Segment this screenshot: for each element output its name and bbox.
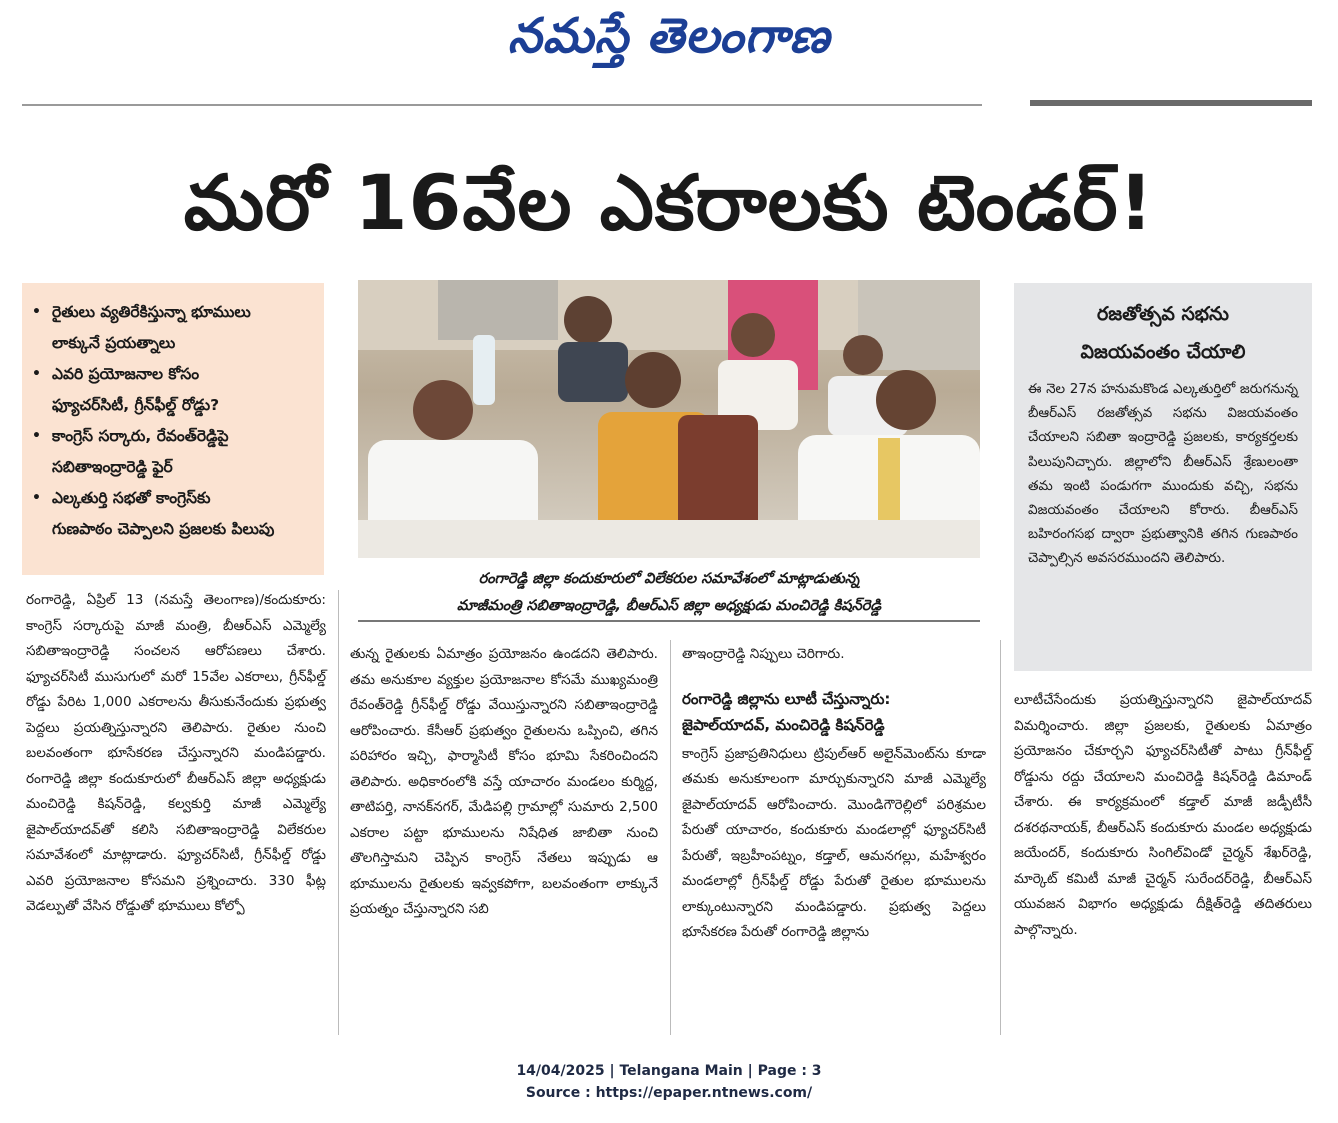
- highlight-text: ఎవరి ప్రయోజనాల కోసం ఫ్యూచర్‌సిటీ, గ్రీన్‌ఫీల్డ్ రోడ్డు?: [52, 365, 220, 414]
- bullet-icon: •: [32, 366, 41, 382]
- article-paragraph: లూటీచేసేందుకు ప్రయత్నిస్తున్నారని జైపాల్‌యాదవ్ విమర్శించారు. జిల్లా ప్రజలకు, రైతులకు ఏమాత్రం ప్రయోజనం చేకూర్చని ఫ్యూచర్‌సిటీతో పాటు గ్రీన్‌ఫీల్డ్ రోడ్డును రద్దు చేయాలని మంచిరెడ్డి కిషన్‌రెడ్డి డిమాండ్ చేశారు. ఈ కార్యక్రమంలో కడ్తాల్ మాజీ జడ్పీటీసీ దశరథనాయక్, బీఆర్‌ఎస్ కందుకూరు మండల అధ్యక్షుడు జయేందర్, కందుకూరు సింగిల్‌విండో చైర్మన్ శేఖర్‌రెడ్డి, మార్కెట్ కమిటీ మాజీ చైర్మన్ సురేందర్‌రెడ్డి, బీఆర్‌ఎస్ యువజన విభాగం అధ్యక్షుడు దీక్షిత్‌రెడ్డి తదితరులు పాల్గొన్నారు.: [1014, 692, 1312, 938]
- article-paragraph: తున్న రైతులకు ఏమాత్రం ప్రయోజనం ఉండదని తెలిపారు. తమ అనుకూల వ్యక్తుల ప్రయోజనాల కోసమే ముఖ్యమంత్రి రేవంత్‌రెడ్డి గ్రీన్‌ఫీల్డ్ రోడ్డు వేయిస్తున్నారని సబితాఇంద్రారెడ్డి ఆరోపించారు. కేసీఆర్ ప్రభుత్వం రైతులను ఒప్పించి, తగిన పరిహారం ఇచ్చి, ఫార్మాసిటీ కోసం భూమి సేకరించిందని తెలిపారు. అధికారంలోకి వస్తే యాచారం మండలం కుర్మిద్ద, తాటిపర్తి, నానక్‌నగర్, మేడిపల్లి గ్రామాల్లో సుమారు 2,500 ఎకరాల పట్టా భూములను నిషేధిత జాబితా నుంచి తొలగిస్తామని చెప్పిన కాంగ్రెస్ నేతలు ఇప్పుడు ఆ భూములను రైతులకు ఇవ్వకపోగా, బలవంతంగా లాక్కునే ప్రయత్నం చేస్తున్నారని సబి: [350, 646, 658, 917]
- sidebar-title: రజతోత్సవ సభను విజయవంతం చేయాలి: [1080, 303, 1246, 363]
- highlight-item: [32, 483, 314, 545]
- footer-date-line: 14/04/2025 | Telangana Main | Page : 3: [516, 1063, 822, 1079]
- masthead-logo: నమస్తే తెలంగాణ: [507, 8, 831, 64]
- footer: [0, 1060, 1338, 1104]
- photo-caption-line: మాజీమంత్రి సబితాఇంద్రారెడ్డి, బీఆర్‌ఎస్ జిల్లా అధ్యక్షుడు మంచిరెడ్డి కిషన్‌రెడ్డి: [456, 598, 882, 614]
- article-column-3: [682, 642, 986, 946]
- article-column-2: [350, 642, 658, 923]
- sidebar-body: ఈ నెల 27న హనుమకొండ ఎల్కతుర్తిలో జరుగనున్న బీఆర్‌ఎస్ రజతోత్సవ సభను విజయవంతం చేయాలని సబితా ఇంద్రారెడ్డి ప్రజలకు, కార్యకర్తలకు పిలుపునిచ్చారు. జిల్లాలోని బీఆర్‌ఎస్ శ్రేణులంతా తమ ఇంటి పండుగగా ముందుకు వచ్చి, సభను విజయవంతం చేయాలని కోరారు. బీఆర్‌ఎస్ బహిరంగసభ ద్వారా ప్రభుత్వానికి తగిన గుణపాఠం చెప్పాల్సిన అవసరముందని తెలిపారు.: [1028, 381, 1298, 567]
- footer-source-link[interactable]: Source : https://epaper.ntnews.com/: [525, 1085, 813, 1101]
- article-paragraph: రంగారెడ్డి, ఏప్రిల్ 13 (నమస్తే తెలంగాణ)/కందుకూరు: కాంగ్రెస్ సర్కారుపై మాజీ మంత్రి, బీఆర్‌ఎస్ ఎమ్మెల్యే సబితాఇంద్రారెడ్డి సంచలన ఆరోపణలు చేశారు. ఫ్యూచర్‌సిటీ ముసుగులో మరో 15వేల ఎకరాలు, గ్రీన్‌ఫీల్డ్ రోడ్డు పేరిట 1,000 ఎకరాలను తీసుకునేందుకు ప్రభుత్వ పెద్దలు ప్రయత్నిస్తున్నారని తెలిపారు. రైతుల నుంచి బలవంతంగా భూసేకరణ చేస్తున్నారని మండిపడ్డారు. రంగారెడ్డి జిల్లా కందుకూరులో బీఆర్‌ఎస్ జిల్లా అధ్యక్షుడు మంచిరెడ్డి కిషన్‌రెడ్డి, కల్వకుర్తి మాజీ ఎమ్మెల్యే జైపాల్‌యాదవ్‌తో కలిసి సబితాఇంద్రారెడ్డి విలేకరుల సమావేశంలో మాట్లాడారు. ఫ్యూచర్‌సిటీ, గ్రీన్‌ఫీల్డ్ రోడ్డు ఎవరి ప్రయోజనాల కోసమని ప్రశ్నించారు. 330 ఫీట్ల వెడల్పుతో వేసిన రోడ్డుతో భూములు కోల్పో: [26, 592, 326, 914]
- article-subhead: రంగారెడ్డి జిల్లాను లూటీ చేస్తున్నారు: జైపాల్‌యాదవ్, మంచిరెడ్డి కిషన్‌రెడ్డి: [682, 689, 891, 734]
- press-photo-icon: [358, 280, 980, 558]
- photo-caption: [358, 560, 980, 622]
- sidebar-box: [1014, 283, 1312, 671]
- highlights-box: [22, 283, 324, 575]
- masthead-rule-left: [22, 104, 982, 106]
- photo-caption-line: రంగారెడ్డి జిల్లా కందుకూరులో విలేకరుల సమావేశంలో మాట్లాడుతున్న: [478, 571, 860, 587]
- highlight-text: రైతులు వ్యతిరేకిస్తున్నా భూములు లాక్కునే ప్రయత్నాలు: [52, 303, 251, 352]
- highlight-item: [32, 359, 314, 421]
- column-divider: [338, 590, 339, 1035]
- article-column-1: [22, 588, 326, 920]
- bullet-icon: •: [32, 428, 41, 444]
- bullet-icon: •: [32, 304, 41, 320]
- article-column-4: [1014, 688, 1312, 943]
- headline: మరో 16వేల ఎకరాలకు టెండర్!: [183, 158, 1155, 247]
- masthead-rule-right: [1030, 100, 1312, 106]
- column-divider: [670, 640, 671, 1035]
- column-divider: [1000, 640, 1001, 1035]
- bullet-icon: •: [32, 490, 41, 506]
- press-photo: [358, 280, 980, 558]
- article-paragraph: తాఇంద్రారెడ్డి నిప్పులు చెరిగారు.: [682, 646, 845, 662]
- article-paragraph: కాంగ్రెస్ ప్రజాప్రతినిధులు ట్రిపుల్‌ఆర్ అలైన్‌మెంట్‌ను కూడా తమకు అనుకూలంగా మార్చుకున్నారని మాజీ ఎమ్మెల్యే జైపాల్‌యాదవ్ ఆరోపించారు. మొండిగౌరెల్లిలో పరిశ్రమల పేరుతో యాచారం, కందుకూరు మండలాల్లో ఫ్యూచర్‌సిటీ పేరుతో, ఇబ్రహీంపట్నం, కడ్తాల్, ఆమనగల్లు, మహేశ్వరం మండలాల్లో గ్రీన్‌ఫీల్డ్ రోడ్డు పేరుతో రైతుల భూములను లాక్కుంటున్నారని మండిపడ్డారు. ప్రభుత్వ పెద్దలు భూసేకరణ పేరుతో రంగారెడ్డి జిల్లాను: [682, 745, 986, 940]
- highlight-item: [32, 297, 314, 359]
- highlight-text: ఎల్కతుర్తి సభతో కాంగ్రెస్‌కు గుణపాఠం చెప్పాలని ప్రజలకు పిలుపు: [52, 489, 275, 538]
- highlight-text: కాంగ్రెస్ సర్కారు, రేవంత్‌రెడ్డిపై సబితాఇంద్రారెడ్డి ఫైర్: [52, 427, 229, 476]
- highlight-item: [32, 421, 314, 483]
